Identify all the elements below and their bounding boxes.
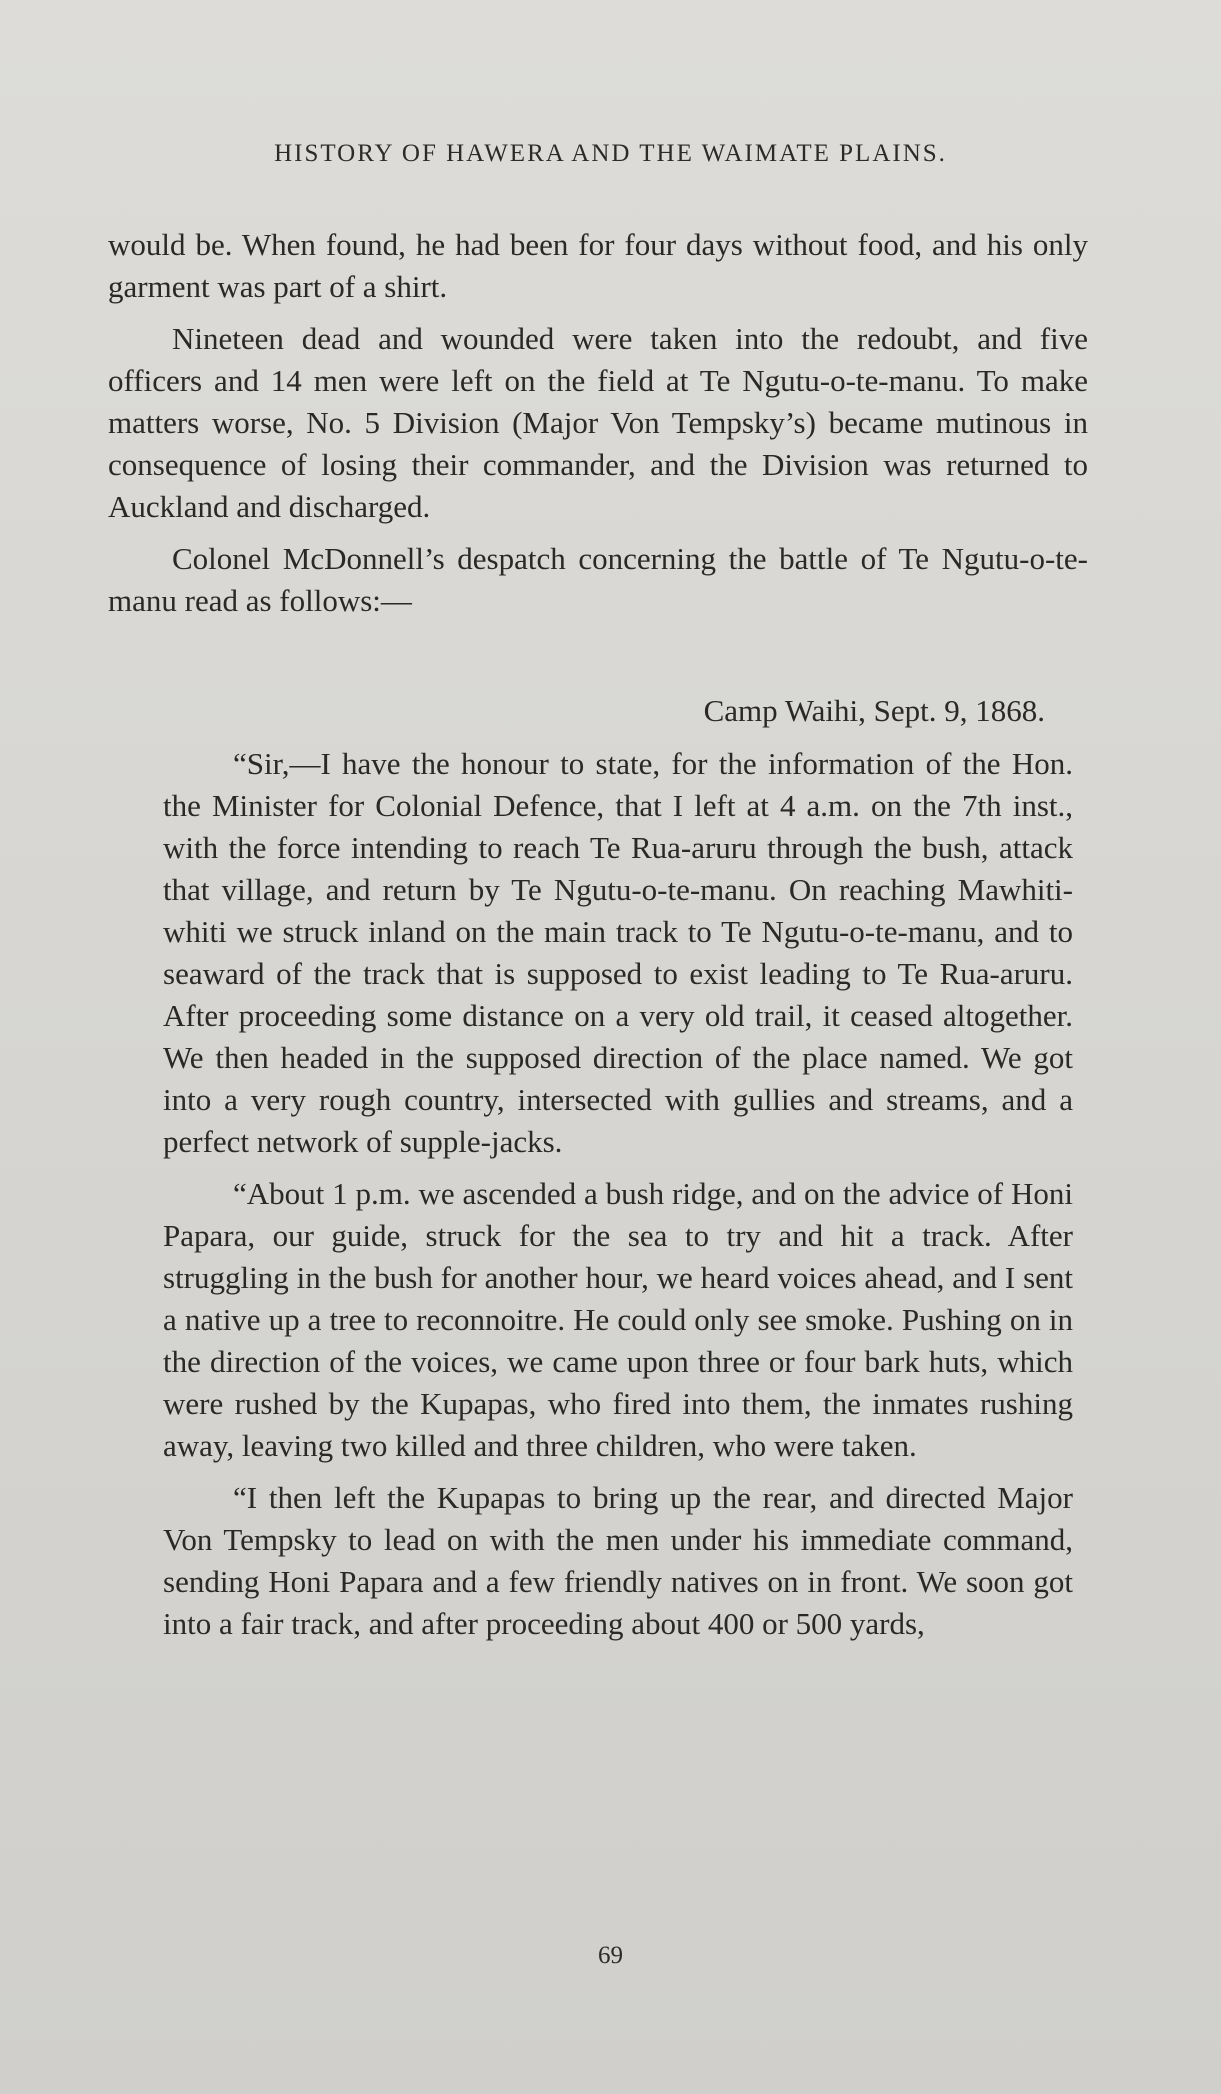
paragraph-casualties: Nineteen dead and wounded were taken into the redoubt, and five officers and 14 men were left on the field at Te Ngutu-o-te-manu. To make matters worse, No. 5 Division (Major Von Tempsky’s) became mutinous in consequence of losing their commander, and the Division was returned to Auckland and discharged. — [108, 321, 1088, 524]
paragraph-despatch-intro: Colonel McDonnell’s despatch concerning the battle of Te Ngutu-o-te-manu read as follows:— — [108, 541, 1088, 618]
quoted-paragraph: “I then left the Kupapas to bring up the rear, and directed Major Von Tempsky to lead on with the men under his immediate command, sending Honi Papara and a few friendly natives on in front. We soon got into a fair track, and after proceeding about 400 or 500 yards, — [163, 1480, 1073, 1641]
paragraph-continuation: would be. When found, he had been for four days without food, and his only garment was part of a shirt. — [108, 227, 1088, 304]
quoted-paragraph: “Sir,—I have the honour to state, for the information of the Hon. the Minister for Colonial Defence, that I left at 4 a.m. on the 7th inst., with the force intending to reach Te Rua-aruru through the bush, attack that village, and return by Te Ngutu-o-te-manu. On reaching Mawhiti-whiti we struck inland on the main track to Te Ngutu-o-te-manu, and to seaward of the track that is supposed to exist leading to Te Rua-aruru. After proceeding some distance on a very old trail, it ceased altogether. We then headed in the supposed direction of the place named. We got into a very rough country, intersected with gullies and streams, and a perfect network of supple-jacks. — [163, 746, 1073, 1159]
despatch-dateline: Camp Waihi, Sept. 9, 1868. — [703, 693, 1045, 728]
page-number: 69 — [598, 1942, 623, 1969]
quoted-paragraph: “About 1 p.m. we ascended a bush ridge, and on the advice of Honi Papara, our guide, struck for the sea to try and hit a track. After struggling in the bush for another hour, we heard voices ahead, and I sent a native up a tree to reconnoitre. He could only see smoke. Pushing on in the direction of the voices, we came upon three or four bark huts, which were rushed by the Kupapas, who fired into them, the inmates rushing away, leaving two killed and three children, who were taken. — [163, 1176, 1073, 1463]
body-text — [108, 224, 1088, 622]
running-head: HISTORY OF HAWERA AND THE WAIMATE PLAINS. — [274, 140, 947, 167]
despatch-quote — [163, 743, 1073, 1645]
